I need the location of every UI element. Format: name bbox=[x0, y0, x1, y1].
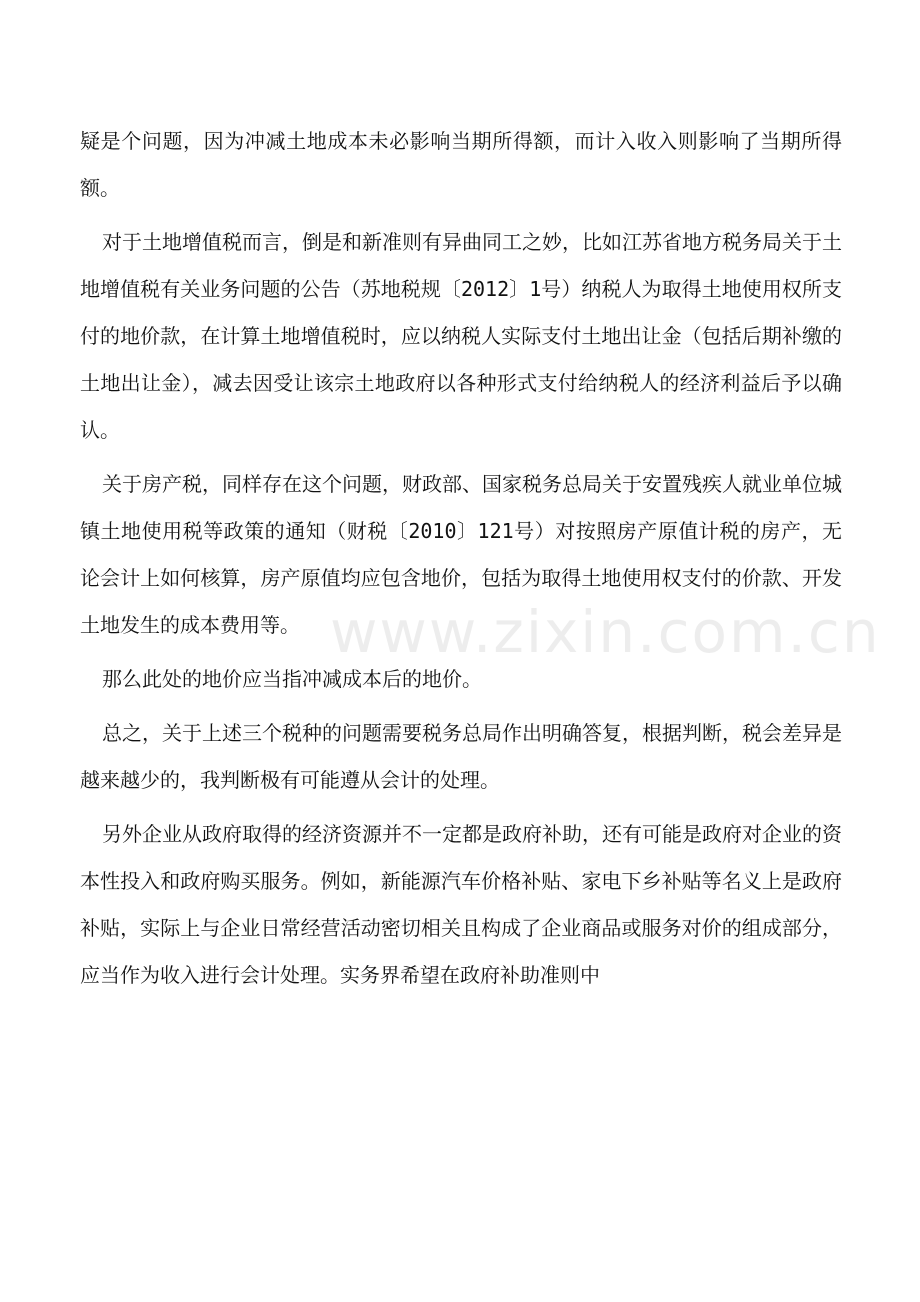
paragraph-2: 对于土地增值税而言，倒是和新准则有异曲同工之妙，比如江苏省地方税务局关于土地增值税有关业务问题的公告（苏地税规〔2012〕1号）纳税人为取得土地使用权所支付的地价款，在计算土地增值税时，应以纳税人实际支付土地出让金（包括后期补缴的土地出让金），减去因受让该宗土地政府以各种形式支付给纳税人的经济利益后予以确认。 bbox=[80, 230, 842, 442]
paragraph-4: 那么此处的地价应当指冲减成本后的地价。 bbox=[102, 667, 482, 691]
document-body bbox=[80, 118, 842, 1006]
watermark: www.zixin.com.cn bbox=[330, 598, 881, 666]
paragraph-6: 另外企业从政府取得的经济资源并不一定都是政府补助，还有可能是政府对企业的资本性投入和政府购买服务。例如，新能源汽车价格补贴、家电下乡补贴等名义上是政府补贴，实际上与企业日常经营活动密切相关且构成了企业商品或服务对价的组成部分，应当作为收入进行会计处理。实务界希望在政府补助准则中 bbox=[80, 822, 842, 987]
paragraph-3: 关于房产税，同样存在这个问题，财政部、国家税务总局关于安置残疾人就业单位城镇土地使用税等政策的通知（财税〔2010〕121号）对按照房产原值计税的房产，无论会计上如何核算，房产原值均应包含地价，包括为取得土地使用权支付的价款、开发土地发生的成本费用等。 bbox=[80, 472, 842, 637]
paragraph-1: 疑是个问题，因为冲减土地成本未必影响当期所得额，而计入收入则影响了当期所得额。 bbox=[80, 129, 842, 200]
paragraph-5: 总之，关于上述三个税种的问题需要税务总局作出明确答复，根据判断，税会差异是越来越少的，我判断极有可能遵从会计的处理。 bbox=[80, 721, 842, 792]
